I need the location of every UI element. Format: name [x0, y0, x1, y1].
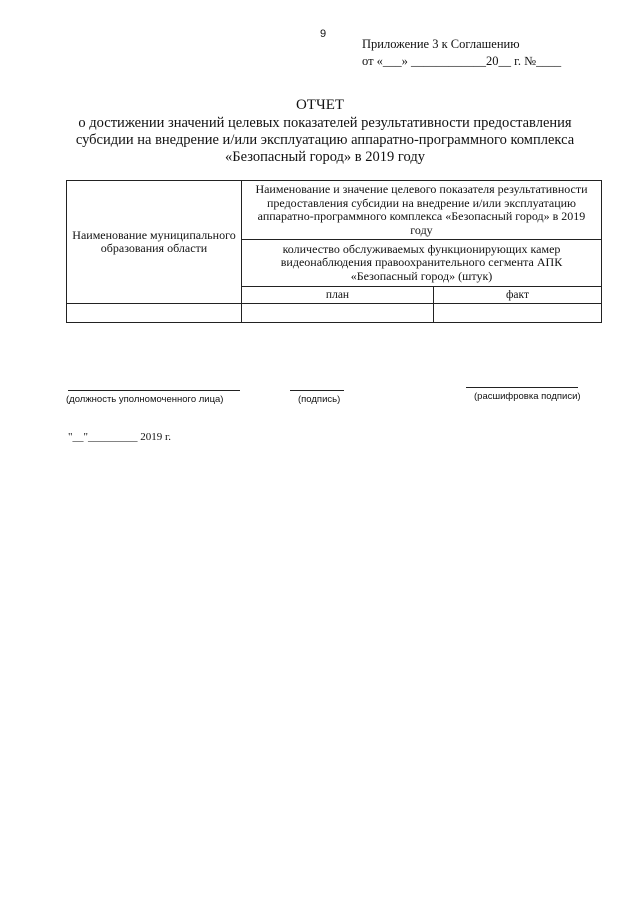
signature-label: (подпись) — [298, 394, 341, 405]
position-signature-line — [68, 390, 240, 391]
report-title: ОТЧЕТ — [295, 97, 345, 113]
indicator-header: Наименование и значение целевого показателя результативности предоставления субсидии на внедрение и/или эксплуатацию аппаратно-программного комплекса «Безопасный город» в 2019 году — [242, 181, 602, 240]
indicator-name: количество обслуживаемых функционирующих камер видеонаблюдения правоохранительного сегмента АПК «Безопасный город» (штук) — [242, 240, 602, 287]
fact-header: факт — [434, 287, 602, 304]
agreement-date-number: от «___» ____________20__ г. №____ — [362, 54, 562, 68]
municipality-cell — [67, 304, 242, 323]
position-label: (должность уполномоченного лица) — [66, 394, 224, 405]
fact-cell — [434, 304, 602, 323]
decryption-signature-line — [466, 387, 578, 388]
report-table — [66, 180, 602, 323]
appendix-reference: Приложение 3 к Соглашению — [362, 37, 520, 51]
plan-cell — [242, 304, 434, 323]
report-subtitle — [60, 115, 590, 166]
report-subtitle-line: «Безопасный город» в 2019 году — [225, 149, 425, 165]
signature-line — [290, 390, 344, 391]
decryption-label: (расшифровка подписи) — [474, 391, 581, 402]
page-number: 9 — [320, 28, 327, 40]
municipality-header: Наименование муниципального образования области — [67, 181, 242, 304]
table-row — [67, 304, 602, 323]
report-subtitle-line: субсидии на внедрение и/или эксплуатацию аппаратно-программного комплекса — [75, 132, 575, 148]
report-subtitle-line: о достижении значений целевых показателей результативности предоставления — [78, 115, 572, 131]
plan-header: план — [242, 287, 434, 304]
signing-date: "__"_________ 2019 г. — [68, 431, 172, 443]
